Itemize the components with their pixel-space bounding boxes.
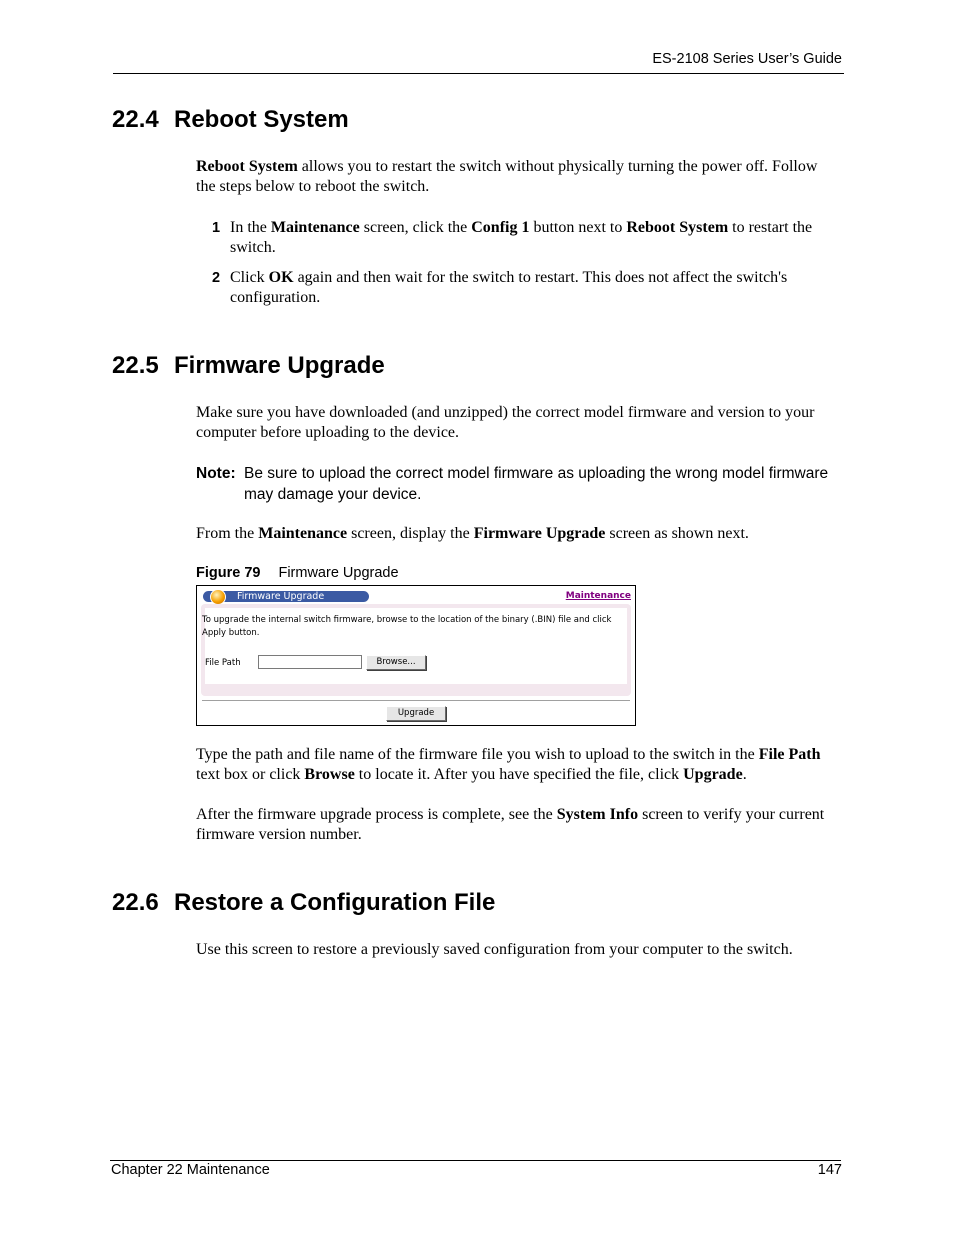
text: text box or click	[196, 766, 305, 783]
section-title: Restore a Configuration File	[174, 889, 496, 916]
text: screen to verify your current firmware version number.	[196, 806, 825, 843]
section-number: 22.4	[112, 106, 159, 133]
text: Type the path and file name of the firmware file you wish to upload to the switch in the	[196, 746, 759, 763]
note-label: Note:	[196, 465, 236, 482]
bold-term: Config 1	[471, 219, 530, 236]
orb-icon	[210, 589, 226, 605]
bold-term: Browse	[304, 766, 355, 783]
intro-text: allows you to restart the switch without physically turning the power off. Follow the steps below to reboot the switch.	[196, 158, 818, 195]
file-path-label: File Path	[205, 658, 241, 668]
bold-term: File Path	[758, 746, 821, 763]
note-text: Be sure to upload the correct model firmware as uploading the wrong model firmware may damage your device.	[244, 465, 829, 503]
text: to restart the switch.	[230, 219, 813, 256]
step-number: 1	[212, 220, 221, 236]
page-number: 147	[817, 1162, 842, 1178]
restore-intro: Use this screen to restore a previously saved configuration from your computer to the switch.	[196, 941, 793, 958]
firmware-upgrade-screenshot	[196, 585, 636, 726]
maintenance-link[interactable]: Maintenance	[565, 591, 631, 601]
text: .	[742, 766, 747, 783]
firmware-intro: Make sure you have downloaded (and unzipped) the correct model firmware and version to your computer before uploading to the device.	[196, 404, 815, 441]
text: to locate it. After you have specified the file, click	[354, 766, 684, 783]
running-header: ES-2108 Series User’s Guide	[652, 51, 842, 67]
text: From the	[196, 525, 259, 542]
section-title: Reboot System	[174, 106, 349, 133]
footer-rule	[110, 1160, 841, 1161]
bold-term: Upgrade	[683, 766, 743, 783]
section-heading-22-6	[112, 889, 495, 917]
step-number: 2	[212, 270, 221, 286]
figure-caption	[196, 565, 399, 581]
firmware-para-3	[196, 745, 836, 785]
figure-label: Figure 79	[196, 565, 261, 581]
text: screen, click the	[359, 219, 472, 236]
section-heading-22-5	[112, 352, 385, 380]
bold-term: Reboot System	[626, 219, 729, 236]
text: Click	[230, 269, 269, 286]
section-title: Firmware Upgrade	[174, 352, 385, 379]
firmware-para-4	[196, 805, 836, 845]
step-text	[230, 218, 835, 258]
reboot-intro	[196, 157, 836, 197]
text: After the firmware upgrade process is complete, see the	[196, 806, 557, 823]
bold-term: Reboot System	[196, 158, 298, 175]
file-path-input[interactable]	[258, 655, 362, 669]
step-text	[230, 268, 835, 308]
divider	[202, 700, 630, 701]
footer-chapter: Chapter 22 Maintenance	[111, 1162, 270, 1178]
bold-term: Firmware Upgrade	[473, 525, 606, 542]
bold-term: OK	[268, 269, 294, 286]
section-heading-22-4	[112, 106, 349, 134]
figure-title: Firmware Upgrade	[278, 565, 399, 581]
text: screen, display the	[347, 525, 474, 542]
section-number: 22.5	[112, 352, 159, 379]
upgrade-button[interactable]: Upgrade	[386, 706, 446, 721]
bold-term: Maintenance	[270, 219, 360, 236]
browse-button[interactable]: Browse...	[366, 655, 426, 670]
header-rule	[113, 73, 844, 74]
bold-term: System Info	[556, 806, 639, 823]
firmware-para-2	[196, 524, 836, 544]
text: again and then wait for the switch to restart. This does not affect the switch's configuration.	[230, 269, 788, 306]
upgrade-description: To upgrade the internal switch firmware, browse to the location of the binary (.BIN) file and click Apply button.	[202, 615, 612, 638]
bold-term: Maintenance	[258, 525, 348, 542]
text: screen as shown next.	[605, 525, 749, 542]
section-number: 22.6	[112, 889, 159, 916]
text: In the	[230, 219, 271, 236]
text: button next to	[529, 219, 627, 236]
screen-title: Firmware Upgrade	[237, 591, 325, 602]
